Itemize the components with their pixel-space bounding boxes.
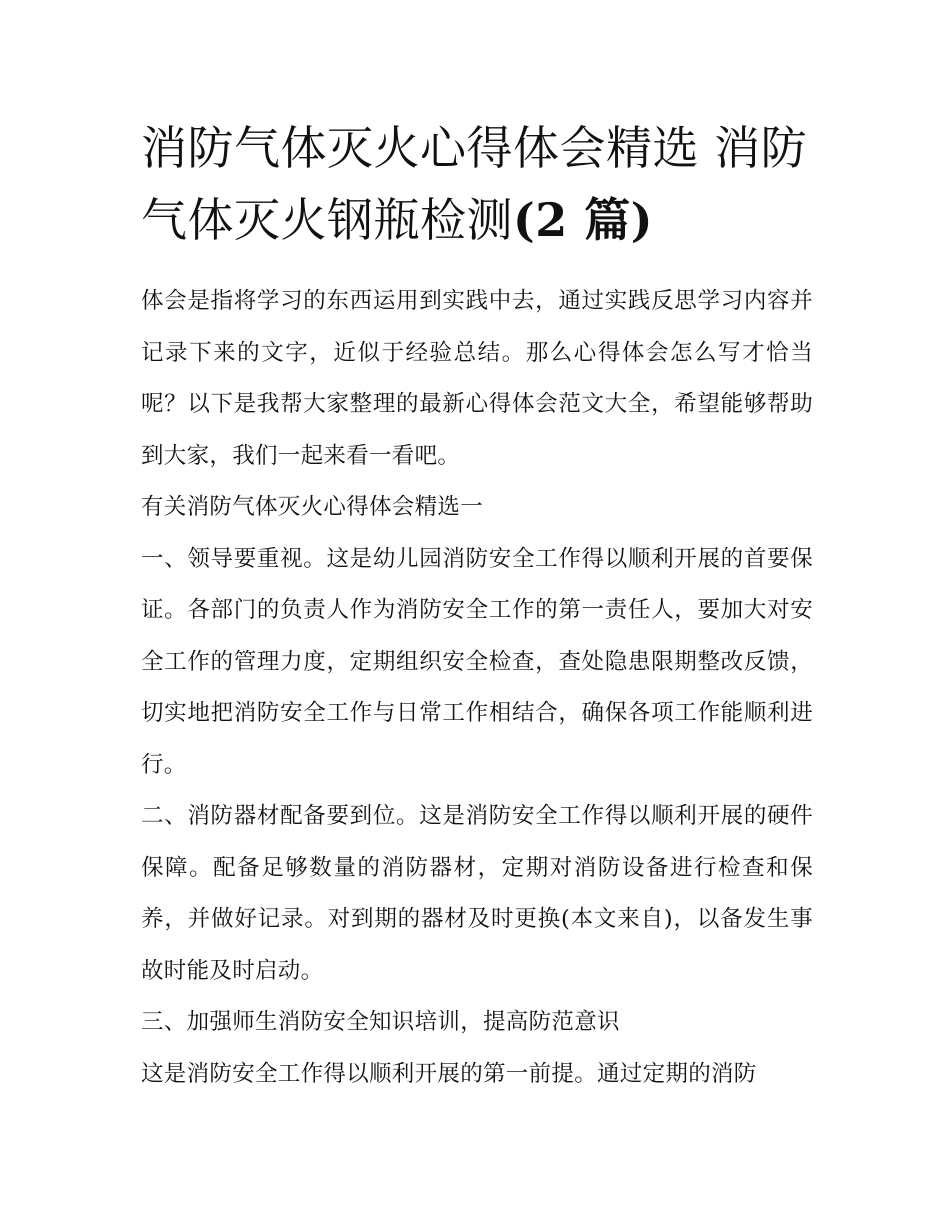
title-count: (2 篇) — [513, 193, 654, 247]
body-paragraph: 一、领导要重视。这是幼儿园消防安全工作得以顺利开展的首要保证。各部门的负责人作为消防安全工作的第一责任人，要加大对安全工作的管理力度，定期组织安全检查，查处隐患限期整改反馈，切实地把消防安全工作与日常工作相结合，确保各项工作能顺利进行。 — [141, 545, 813, 778]
section-heading: 有关消防气体灭火心得体会精选一 — [141, 494, 484, 520]
intro-paragraph: 体会是指将学习的东西运用到实践中去，通过实践反思学习内容并记录下来的文字，近似于经验总结。那么心得体会怎么写才恰当呢？以下是我帮大家整理的最新心得体会范文大全，希望能够帮助到大家，我们一起来看一看吧。 — [141, 288, 813, 469]
document-body — [141, 276, 813, 1100]
document-title — [141, 112, 821, 256]
body-paragraph: 这是消防安全工作得以顺利开展的第一前提。通过定期的消防 — [141, 1060, 757, 1087]
title-text: 消防气体灭火心得体会精选 消防气体灭火钢瓶检测 — [141, 121, 808, 247]
body-paragraph: 三、加强师生消防安全知识培训，提高防范意识 — [141, 1009, 620, 1035]
body-paragraph: 二、消防器材配备要到位。这是消防安全工作得以顺利开展的硬件保障。配备足够数量的消防器材，定期对消防设备进行检查和保养，并做好记录。对到期的器材及时更换(本文来自)，以备发生事故时能及时启动。 — [141, 803, 813, 984]
